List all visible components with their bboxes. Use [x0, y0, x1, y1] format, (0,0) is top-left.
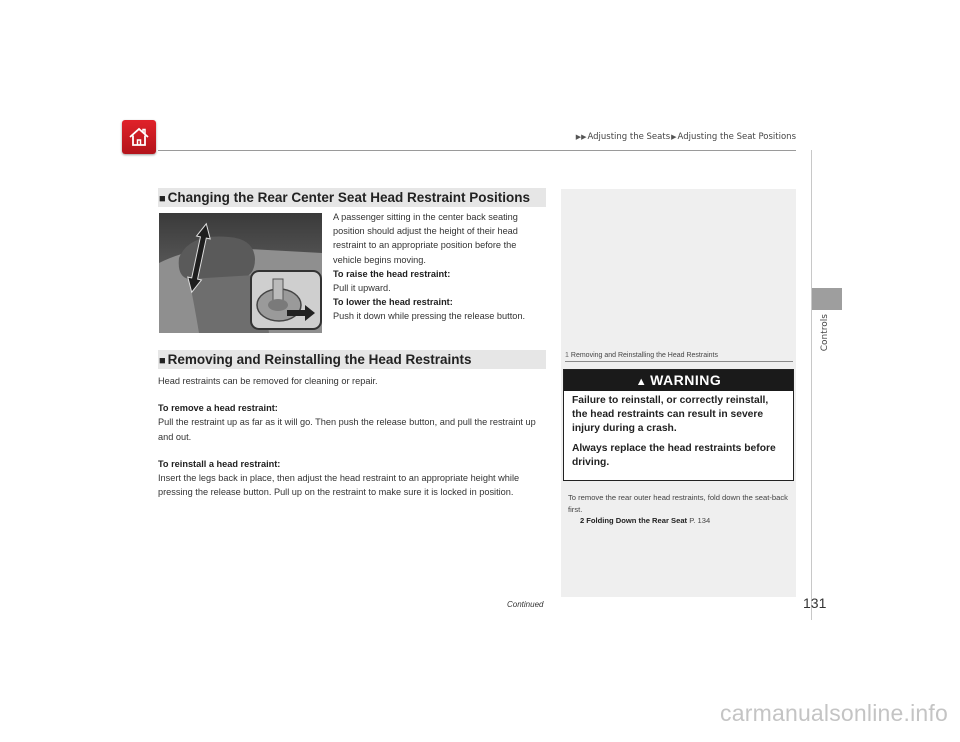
- warning-triangle-icon: ▲: [635, 376, 648, 388]
- section2-intro: Head restraints can be removed for cleaning or repair.: [158, 376, 378, 386]
- warning-heading: WARNING: [650, 372, 722, 388]
- home-icon: [127, 125, 151, 149]
- home-button[interactable]: [122, 120, 156, 154]
- warning-header: [564, 370, 793, 391]
- ref-title: Folding Down the Rear Seat: [586, 516, 688, 525]
- breadcrumb-arrow-icon: ▶▶: [575, 133, 587, 141]
- head-restraint-illustration: [159, 213, 322, 333]
- breadcrumb-item-positions[interactable]: Adjusting the Seat Positions: [677, 132, 796, 142]
- breadcrumb-item-seats[interactable]: Adjusting the Seats: [587, 132, 671, 142]
- header-divider: [158, 150, 796, 151]
- reference-arrow-icon: 2: [580, 516, 585, 525]
- continued-label: Continued: [507, 600, 544, 609]
- side-tab-label: Controls: [820, 314, 830, 352]
- section-heading-center-restraint: [158, 188, 546, 207]
- note-text: To remove the rear outer head restraints, fold down the seat-back first.: [568, 493, 788, 514]
- section1-text: [333, 210, 547, 324]
- page-number: 131: [803, 595, 827, 611]
- sidebar-note-title: [565, 352, 793, 362]
- raise-text: Pull it upward.: [333, 283, 391, 294]
- breadcrumb: [575, 132, 796, 142]
- watermark: carmanualsonline.info: [720, 700, 948, 726]
- ref-page: P. 134: [689, 516, 711, 525]
- lower-label: To lower the head restraint:: [333, 297, 453, 308]
- note-number: 1: [565, 352, 569, 359]
- section-square-icon: ■: [159, 355, 166, 367]
- lower-text: Push it down while pressing the release button.: [333, 311, 526, 322]
- section-heading-remove-reinstall: [158, 350, 546, 369]
- section1-intro: A passenger sitting in the center back seating position should adjust the height of their head restraint to an appropriate position before the vehicle begins moving.: [333, 212, 518, 265]
- section-heading-text: Removing and Reinstalling the Head Restraints: [167, 352, 472, 367]
- side-divider: [811, 150, 812, 620]
- reinstall-label: To reinstall a head restraint:: [158, 458, 281, 469]
- note-title-text: Removing and Reinstalling the Head Restraints: [570, 352, 718, 359]
- warning-box: [563, 369, 794, 481]
- remove-label: To remove a head restraint:: [158, 403, 278, 414]
- reinstall-text: Insert the legs back in place, then adjust the head restraint to an appropriate height while pressing the release button. Pull up on the restraint to make sure it is locked in position.: [158, 473, 520, 498]
- section2-text: [158, 374, 550, 512]
- cross-reference-link[interactable]: [568, 515, 790, 527]
- sidebar-note-body: [568, 492, 790, 527]
- side-tab-marker[interactable]: [812, 288, 842, 310]
- warning-text-2: Always replace the head restraints before driving.: [572, 443, 776, 468]
- warning-text-1: Failure to reinstall, or correctly reinstall, the head restraints can result in severe injury during a crash.: [572, 395, 769, 434]
- remove-text: Pull the restraint up as far as it will go. Then push the release button, and pull the restraint up and out.: [158, 417, 536, 442]
- section-square-icon: ■: [159, 193, 166, 205]
- raise-label: To raise the head restraint:: [333, 268, 451, 279]
- section-heading-text: Changing the Rear Center Seat Head Restraint Positions: [167, 190, 530, 205]
- breadcrumb-arrow-icon: ▶: [671, 133, 677, 141]
